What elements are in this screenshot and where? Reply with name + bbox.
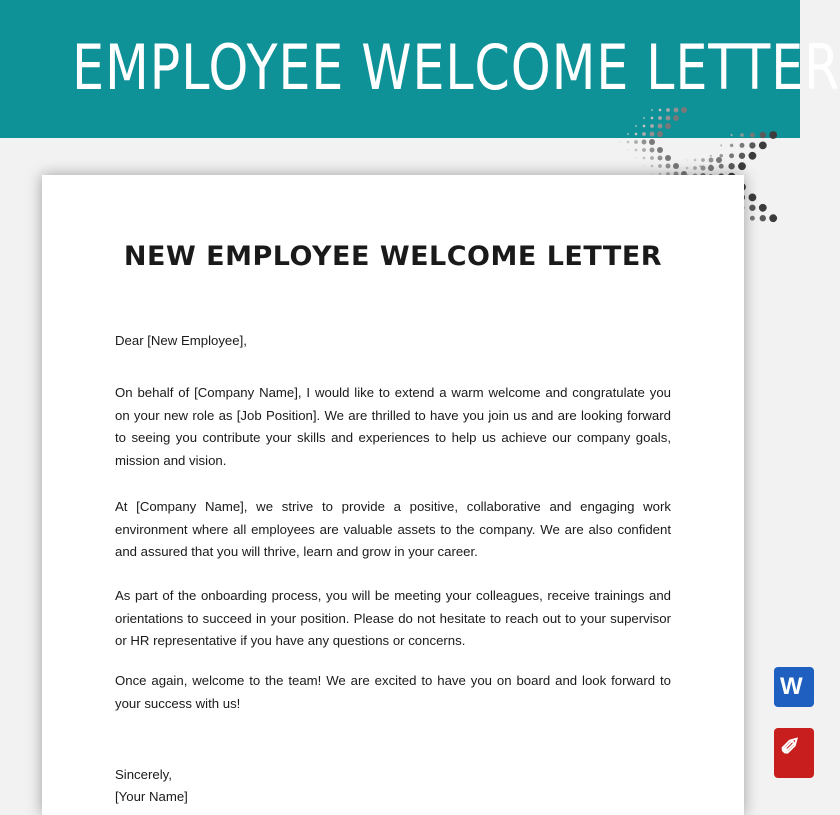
word-icon-glyph: W	[780, 673, 803, 700]
pdf-icon-glyph: ✐	[780, 734, 801, 761]
word-icon	[774, 667, 814, 707]
paragraph-3: As part of the onboarding process, you will be meeting your colleagues, receive trainings and orientations to succeed in your position. Please do not hesitate to reach out to your supervisor or HR representative if you have any questions or concerns.	[115, 588, 671, 648]
signature-placeholder: [Your Name]	[115, 789, 188, 804]
paragraph-1: On behalf of [Company Name], I would like to extend a warm welcome and congratulate you on your new role as [Job Position]. We are thrilled to have you join us and are looking forward to seeing you contribute your skills and experiences to help us achieve our company goals, mission and vision.	[115, 385, 671, 468]
letter-page	[42, 175, 744, 815]
closing: Sincerely,	[115, 767, 172, 782]
paragraph-4: Once again, welcome to the team! We are excited to have you on board and look forward to your success with us!	[115, 673, 671, 711]
pdf-icon	[774, 728, 814, 778]
document-title: NEW EMPLOYEE WELCOME LETTER	[123, 241, 663, 272]
greeting: Dear [New Employee],	[115, 333, 247, 348]
paragraph-2: At [Company Name], we strive to provide a positive, collaborative and engaging work environment where all employees are valuable assets to the company. We are also confident and assured that you will thrive, learn and grow in your career.	[115, 499, 671, 559]
banner-title: EMPLOYEE WELCOME LETTER	[72, 31, 840, 104]
